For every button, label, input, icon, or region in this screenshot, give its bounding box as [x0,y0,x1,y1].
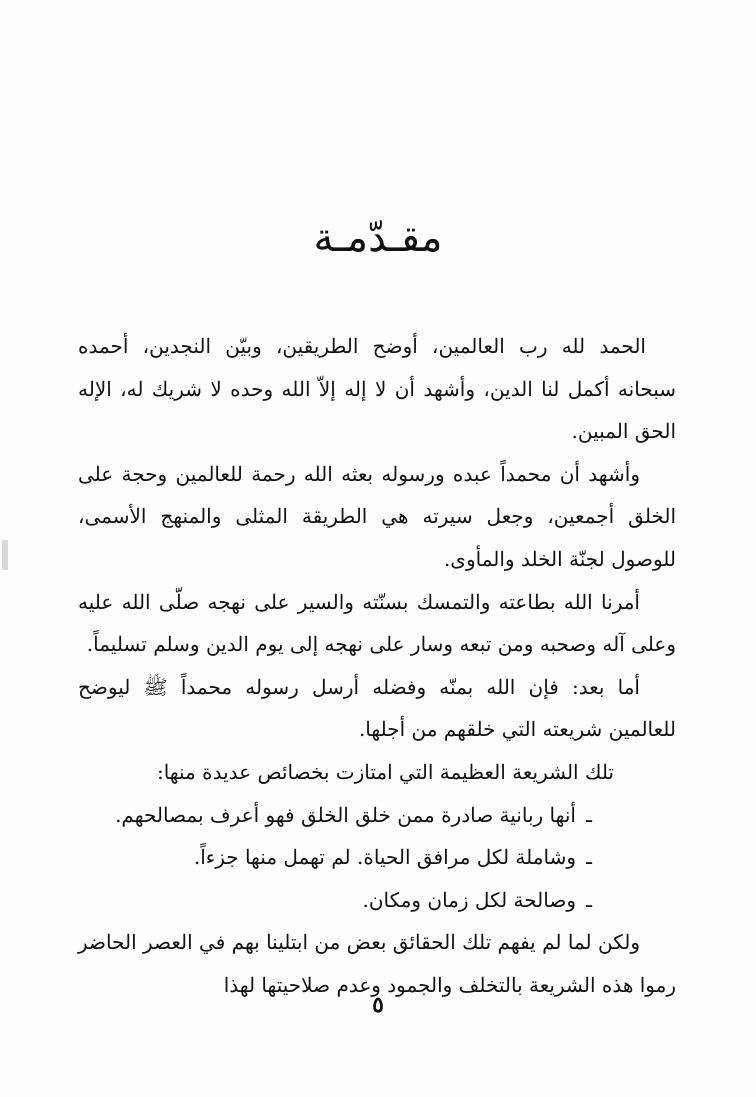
list-item-text: وصالحة لكل زمان ومكان. [362,887,576,912]
page-edge-mark [2,540,8,570]
page-number: ٥ [372,992,384,1018]
paragraph-praise: الحمد لله رب العالمين، أوضح الطريقين، وبيّن النجدين، أحمده سبحانه أكمل لنا الدين، وأشهد أن لا إله إلاّ الله وحده لا شريك له، الإله الحق المبين. [78,334,676,444]
bullet-marker: ـ [586,802,592,827]
list-item [78,794,676,837]
document-body [78,325,676,1007]
paragraph-amma-bad: أما بعد: فإن الله بمنّه وفضله أرسل رسوله محمداً ﷺ ليوضح للعالمين شريعته التي خلقهم من أجلها. [78,674,676,742]
list-item-text: أنها ربانية صادرة ممن خلق الخلق فهو أعرف بمصالحهم. [115,802,576,827]
page-title: مقـدّمـة [313,215,443,261]
list-item-text: وشاملة لكل مرافق الحياة. لم تهمل منها جزءاً. [193,845,576,870]
paragraph-closing: ولكن لما لم يفهم تلك الحقائق بعض من ابتلينا بهم في العصر الحاضر رموا هذه الشريعة بالتخلف والجمود وعدم صلاحيتها لهذا [77,930,676,997]
paragraph-command: أمرنا الله بطاعته والتمسك بسنّته والسير على نهجه صلّى الله عليه وعلى آله وصحبه ومن تبعه وسار على نهجه إلى يوم الدين وسلم تسليماً. [78,589,676,657]
list-item [78,879,676,922]
bullet-marker: ـ [586,845,592,870]
list-item [78,836,676,879]
paragraph-testimony: وأشهد أن محمداً عبده ورسوله بعثه الله رحمة للعالمين وحجة على الخلق أجمعين، وجعل سيرته هي الطريقة المثلى والمنهج الأسمى، للوصول لجنّة الخلد والمأوى. [78,461,676,571]
list-intro: تلك الشريعة العظيمة التي امتازت بخصائص عديدة منها: [156,759,614,784]
bullet-marker: ـ [586,887,592,912]
